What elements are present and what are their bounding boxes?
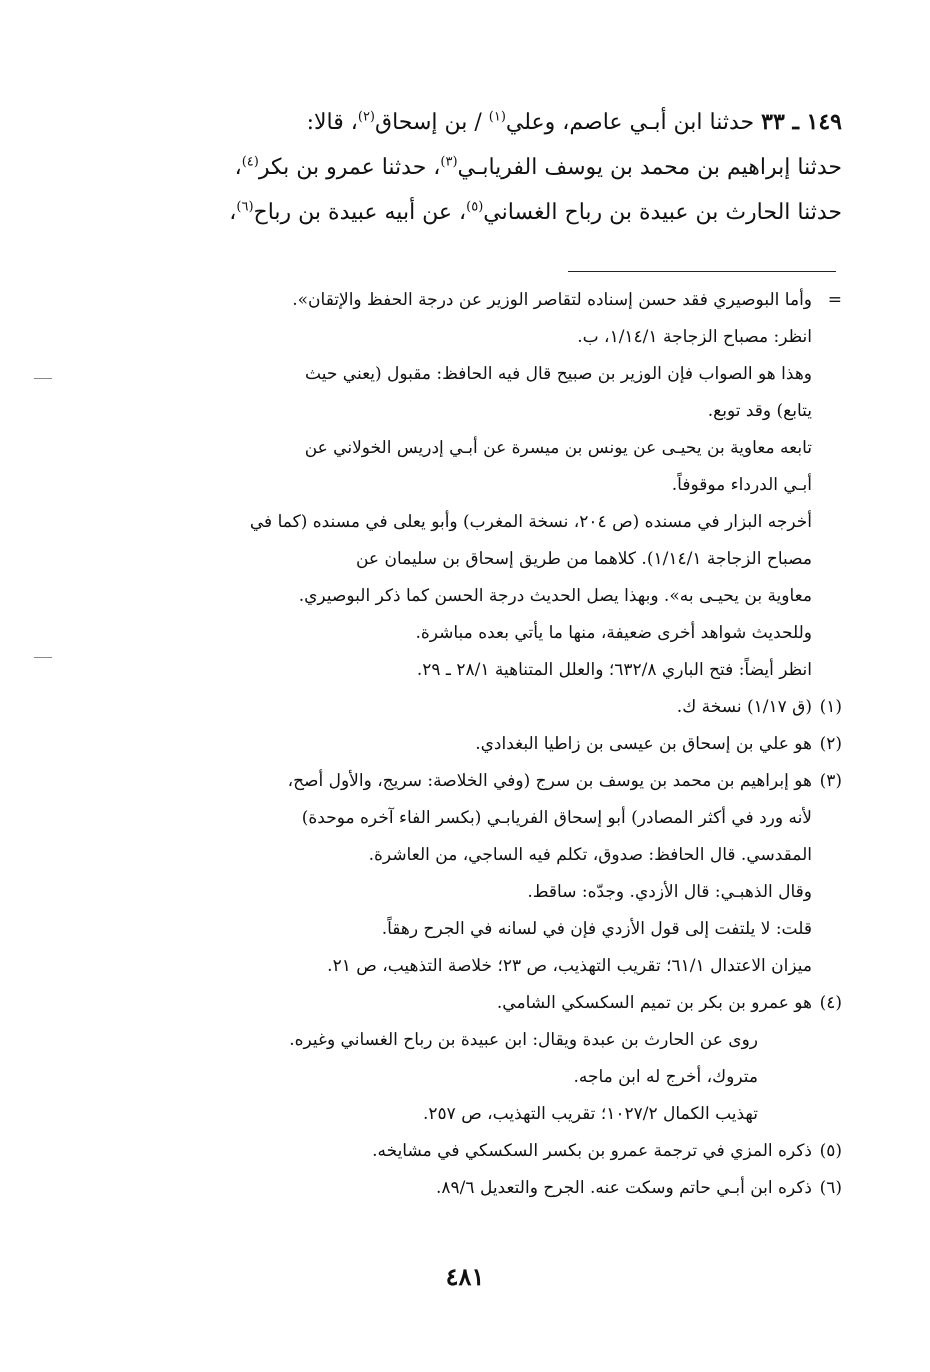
- hadith-text-segment: حدثنا ابن أبـي عاصم، وعلي: [505, 110, 755, 135]
- margin-mark: [34, 657, 52, 658]
- footnote-line: ميزان الاعتدال ٦١/١؛ تقريب التهذيب، ص ٢٣؛ خلاصة التذهيب، ص ٢١.: [327, 956, 812, 976]
- footnote-ref-1[interactable]: (١): [488, 109, 506, 125]
- footnote-marker: (١): [819, 697, 842, 717]
- hadith-text-segment: حدثنا إبراهيم بن محمد بن يوسف الفريابـي: [457, 155, 842, 180]
- footnote-line: تهذيب الكمال ١٠٢٧/٢؛ تقريب التهذيب، ص ٢٥٧.: [423, 1104, 758, 1124]
- footnote-line: قلت: لا يلتفت إلى قول الأزدي فإن في لسانه في الجرح رهقاً.: [381, 919, 812, 939]
- footnote-line: مصباح الزجاجة ١/١٤/١). كلاهما من طريق إسحاق بن سليمان عن: [355, 549, 812, 569]
- footnote-line: وقال الذهبـي: قال الأزدي. وجدّه: ساقط.: [527, 882, 812, 902]
- footnote-marker: (٤): [819, 993, 842, 1013]
- footnote-line: وهذا هو الصواب فإن الوزير بن صبيح قال فيه الحافظ: مقبول (يعني حيث: [305, 364, 812, 384]
- footnote-3-body: [128, 763, 812, 985]
- margin-mark: [34, 378, 52, 379]
- hadith-text-segment: ،: [229, 200, 237, 225]
- hadith-number: ١٤٩ ـ ٣٣: [761, 109, 842, 135]
- footnote-line: وللحديث شواهد أخرى ضعيفة، منها ما يأتي بعده مباشرة.: [415, 623, 812, 643]
- footnote-line: أخرجه البزار في مسنده (ص ٢٠٤، نسخة المغرب) وأبو يعلى في مسنده (كما في: [249, 512, 812, 532]
- footnote-line: وأما البوصيري فقد حسن إسناده لتقاصر الوزير عن درجة الحفظ والإتقان».: [292, 290, 812, 310]
- footnote-line: تابعه معاوية بن يحيـى عن يونس بن ميسرة عن أبـي إدريس الخولاني عن: [304, 438, 812, 458]
- hadith-text-segment: / بن إسحاق: [375, 110, 489, 135]
- footnote-line: أبـي الدرداء موقوفاً.: [671, 475, 812, 495]
- footnote-2-text: هو علي بن إسحاق بن عيسى بن زاطيا البغدادي.: [475, 734, 812, 754]
- page-number: ٤٨١: [445, 1262, 485, 1291]
- footnote-separator: [568, 271, 836, 272]
- hadith-line-1: [128, 100, 842, 145]
- footnote-line: لأنه ورد في أكثر المصادر) أبو إسحاق الفريابـي (بكسر الفاء آخره موحدة): [301, 808, 812, 828]
- footnote-marker: (٢): [819, 734, 842, 754]
- footnote-line: المقدسي. قال الحافظ: صدوق، تكلم فيه الساجي، من العاشرة.: [368, 845, 812, 865]
- footnote-ref-2[interactable]: (٢): [357, 109, 375, 125]
- footnote-6: [128, 1170, 842, 1207]
- hadith-line-3: [128, 190, 842, 235]
- hadith-text-segment: حدثنا الحارث بن عبيدة بن رباح الغساني: [483, 200, 842, 225]
- footnote-line: يتابع) وقد توبع.: [707, 401, 812, 421]
- footnote-line: انظر: مصباح الزجاجة ١/١٤/١، ب.: [577, 327, 812, 347]
- footnote-ref-3[interactable]: (٣): [440, 154, 458, 170]
- footnote-1: [128, 689, 842, 726]
- footnote-continuation: [128, 282, 842, 689]
- hadith-text-segment: ، عن أبيه عبيدة بن رباح: [253, 200, 467, 225]
- footnote-ref-5[interactable]: (٥): [466, 199, 484, 215]
- hadith-text-segment: ، حدثنا عمرو بن بكر: [258, 155, 441, 180]
- footnote-line: متروك، أخرج له ابن ماجه.: [573, 1067, 758, 1087]
- footnote-marker: (٦): [819, 1178, 842, 1198]
- footnote-ref-6[interactable]: (٦): [236, 199, 254, 215]
- footnote-5-text: ذكره المزي في ترجمة عمرو بن بكسر السكسكي في مشايخه.: [372, 1141, 812, 1161]
- footnote-line: هو إبراهيم بن محمد بن يوسف بن سرج (وفي الخلاصة: سريج، والأول أصح،: [287, 771, 812, 791]
- footnotes: [128, 282, 842, 1207]
- hadith-line-2: [128, 145, 842, 190]
- footnote-4: [128, 985, 842, 1022]
- footnote-ref-4[interactable]: (٤): [241, 154, 259, 170]
- footnote-4-text: هو عمرو بن بكر بن تميم السكسكي الشامي.: [496, 993, 812, 1013]
- hadith-text: [128, 100, 842, 235]
- footnote-6-text: ذكره ابن أبـي حاتم وسكت عنه. الجرح والتعديل ٨٩/٦.: [436, 1178, 812, 1198]
- footnote-1-text: (ق ١/١٧) نسخة ك.: [676, 697, 812, 717]
- continuation-mark: =: [827, 290, 842, 310]
- footnote-2: [128, 726, 842, 763]
- footnote-marker: (٣): [819, 771, 842, 791]
- footnote-line: روى عن الحارث بن عبدة ويقال: ابن عبيدة بن رباح الغساني وغيره.: [289, 1030, 758, 1050]
- footnote-line: انظر أيضاً: فتح الباري ٦٣٢/٨؛ والعلل المتناهية ٢٨/١ ـ ٢٩.: [416, 660, 812, 680]
- footnote-marker: (٥): [819, 1141, 842, 1161]
- footnote-line: معاوية بن يحيـى به». وبهذا يصل الحديث درجة الحسن كما ذكر البوصيري.: [298, 586, 812, 606]
- footnote-3: [128, 763, 842, 985]
- hadith-text-segment: ، قالا:: [306, 110, 358, 135]
- footnote-5: [128, 1133, 842, 1170]
- footnote-continuation-body: [128, 282, 812, 689]
- hadith-text-segment: ،: [234, 155, 242, 180]
